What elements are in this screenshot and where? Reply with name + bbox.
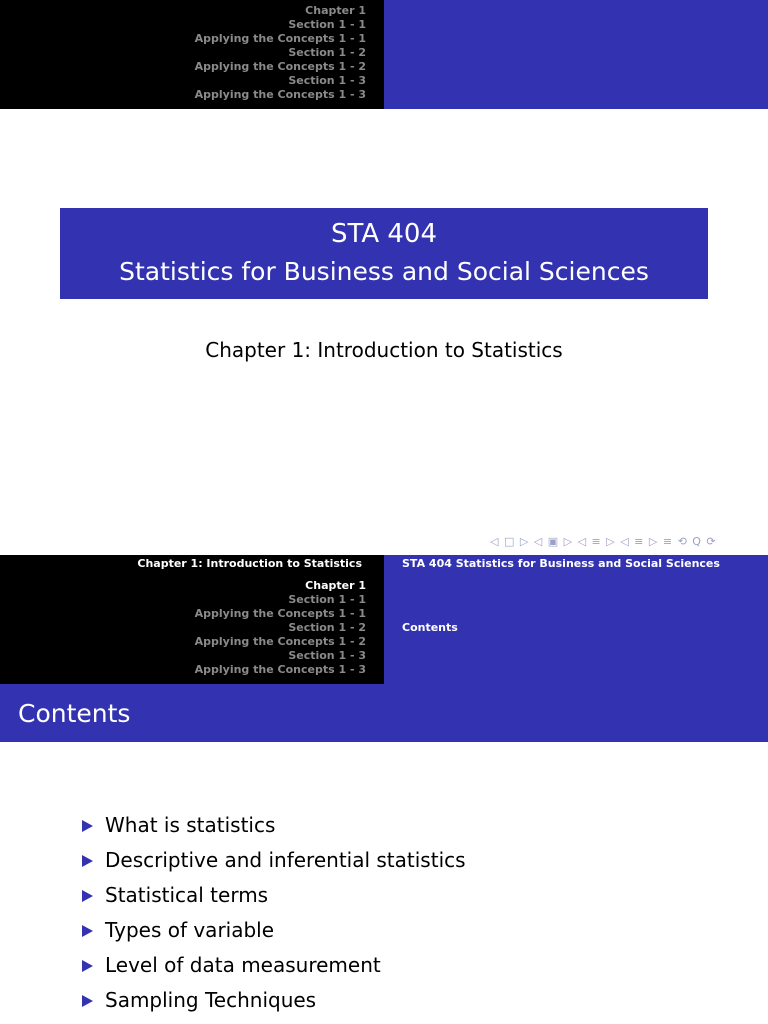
- slide1-navigation-list: [195, 4, 366, 102]
- nav-link-section-1-1[interactable]: Section 1 - 1: [288, 593, 366, 606]
- list-item: [82, 915, 466, 950]
- nav-link-section-1-2[interactable]: Section 1 - 2: [288, 46, 366, 59]
- triangle-bullet-icon: [82, 855, 93, 867]
- list-item-text: Level of data measurement: [105, 953, 381, 977]
- nav-link-chapter[interactable]: Chapter 1: [305, 579, 366, 592]
- contents-list: [82, 810, 466, 1020]
- frame-title: Contents: [18, 699, 131, 728]
- nav-link-applying-1-1[interactable]: Applying the Concepts 1 - 1: [194, 607, 366, 620]
- nav-link-section-1-2[interactable]: Section 1 - 2: [288, 621, 366, 634]
- slide1-header: [0, 0, 768, 109]
- course-title: Statistics for Business and Social Sciences: [119, 257, 649, 286]
- list-item: [82, 880, 466, 915]
- nav-link-applying-1-1[interactable]: Applying the Concepts 1 - 1: [194, 32, 366, 45]
- slide2-header-banner: [384, 555, 768, 684]
- slide2-navigation-panel: [0, 555, 384, 684]
- title-block: [60, 208, 708, 299]
- nav-link-applying-1-3[interactable]: Applying the Concepts 1 - 3: [194, 88, 366, 101]
- chapter-subtitle: Chapter 1: Introduction to Statistics: [205, 338, 563, 362]
- triangle-bullet-icon: [82, 925, 93, 937]
- triangle-bullet-icon: [82, 995, 93, 1007]
- slide2-header: [0, 555, 768, 684]
- triangle-bullet-icon: [82, 820, 93, 832]
- nav-link-applying-1-3[interactable]: Applying the Concepts 1 - 3: [194, 663, 366, 676]
- list-item: [82, 810, 466, 845]
- nav-link-applying-1-2[interactable]: Applying the Concepts 1 - 2: [194, 60, 366, 73]
- short-title: Chapter 1: Introduction to Statistics: [137, 557, 362, 570]
- triangle-bullet-icon: [82, 960, 93, 972]
- current-section-label[interactable]: Contents: [402, 621, 458, 634]
- slide2-navigation-list: [195, 579, 366, 677]
- course-code: STA 404: [330, 219, 438, 249]
- beamer-navigation-symbols[interactable]: ◁ □ ▷ ◁ ▣ ▷ ◁ ≡ ▷ ◁ ≡ ▷ ≡ ⟲ Q ⟳: [490, 535, 717, 548]
- nav-link-applying-1-2[interactable]: Applying the Concepts 1 - 2: [194, 635, 366, 648]
- frame-title-bar: [0, 684, 768, 742]
- list-item: [82, 950, 466, 985]
- list-item-text: What is statistics: [105, 813, 276, 837]
- list-item-text: Statistical terms: [105, 883, 269, 907]
- list-item-text: Types of variable: [105, 918, 275, 942]
- nav-link-chapter[interactable]: Chapter 1: [305, 4, 366, 17]
- nav-link-section-1-1[interactable]: Section 1 - 1: [288, 18, 366, 31]
- nav-link-section-1-3[interactable]: Section 1 - 3: [288, 74, 366, 87]
- list-item-text: Descriptive and inferential statistics: [105, 848, 466, 872]
- slide1-navigation-panel: [0, 0, 384, 109]
- list-item: [82, 845, 466, 880]
- list-item-text: Sampling Techniques: [105, 988, 317, 1012]
- course-header-title: STA 404 Statistics for Business and Social Sciences: [402, 557, 720, 570]
- nav-link-section-1-3[interactable]: Section 1 - 3: [288, 649, 366, 662]
- slide1-header-banner: [384, 0, 768, 109]
- triangle-bullet-icon: [82, 890, 93, 902]
- list-item: [82, 985, 466, 1020]
